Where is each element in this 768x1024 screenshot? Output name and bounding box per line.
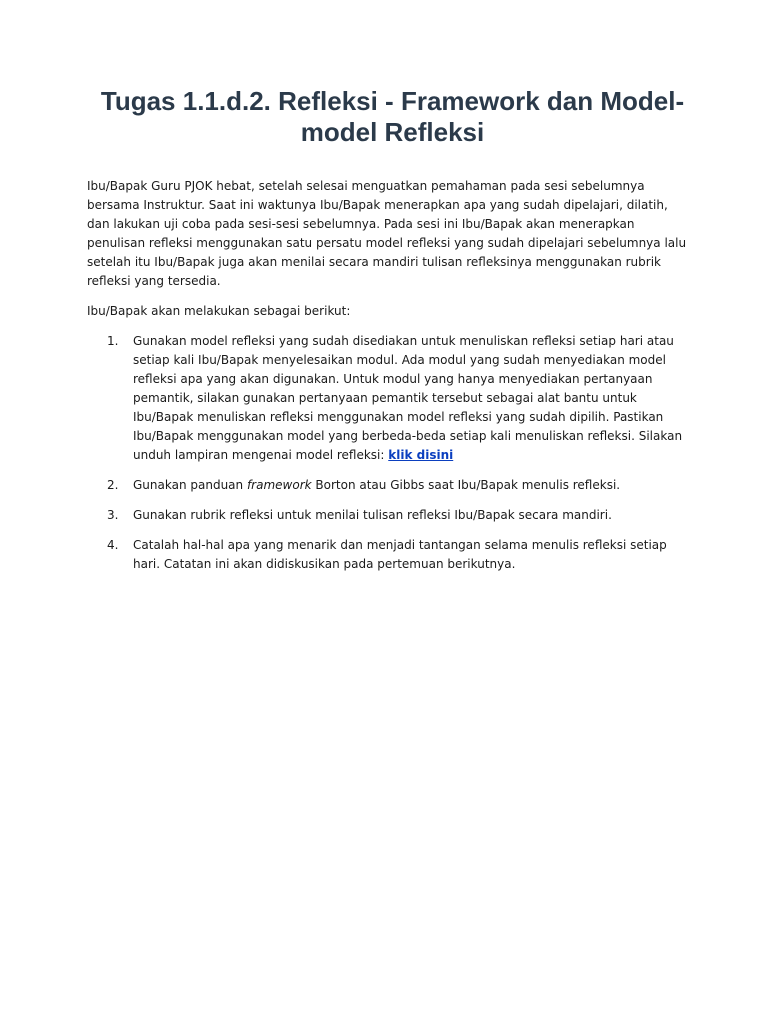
list-item [87,506,687,525]
list-item-text: Gunakan model refleksi yang sudah disediakan untuk menuliskan refleksi setiap hari atau setiap kali Ibu/Bapak menyelesaikan modul. Ada modul yang sudah menyediakan model refleksi apa yang akan digunakan. Untuk modul yang hanya menyediakan pertanyaan pemantik, silakan gunakan pertanyaan pemantik tersebut sebagai alat bantu untuk Ibu/Bapak menuliskan refleksi menggunakan model refleksi yang sudah dipilih. Pastikan Ibu/Bapak menggunakan model yang berbeda-beda setiap kali menuliskan refleksi. Silakan unduh lampiran mengenai model refleksi: [133,334,683,462]
list-item-text: Catalah hal-hal apa yang menarik dan menjadi tantangan selama menulis refleksi setiap hari. Catatan ini akan didiskusikan pada pertemuan berikutnya. [133,538,667,571]
intro-paragraph: Ibu/Bapak Guru PJOK hebat, setelah selesai menguatkan pemahaman pada sesi sebelumnya bersama Instruktur. Saat ini waktunya Ibu/Bapak menerapkan apa yang sudah dipelajari, dilatih, dan lakukan uji coba pada sesi-sesi sebelumnya. Pada sesi ini Ibu/Bapak akan menerapkan penulisan refleksi menggunakan satu persatu model refleksi yang sudah dipelajari sebelumnya lalu setelah itu Ibu/Bapak juga akan menilai secara mandiri tulisan refleksinya menggunakan rubrik refleksi yang tersedia. [87,179,687,288]
list-item-text: Gunakan rubrik refleksi untuk menilai tulisan refleksi Ibu/Bapak secara mandiri. [133,508,612,522]
list-item [87,536,687,574]
list-item-number: 1. [107,334,119,348]
document-body [87,177,687,585]
emphasis-text: framework [246,478,312,492]
list-item-text: Borton atau Gibbs saat Ibu/Bapak menulis refleksi. [311,478,621,492]
lead-paragraph: Ibu/Bapak akan melakukan sebagai berikut: [87,304,351,318]
list-item-number: 4. [107,538,119,552]
download-link[interactable]: klik disini [388,448,454,462]
list-item-number: 2. [107,478,119,492]
list-item-number: 3. [107,508,119,522]
list-item [87,476,687,495]
page-title: Tugas 1.1.d.2. Refleksi - Framework dan Model-model Refleksi [100,86,685,147]
list-item [87,332,687,465]
list-item-text: Gunakan panduan [133,478,247,492]
steps-list [87,332,687,574]
